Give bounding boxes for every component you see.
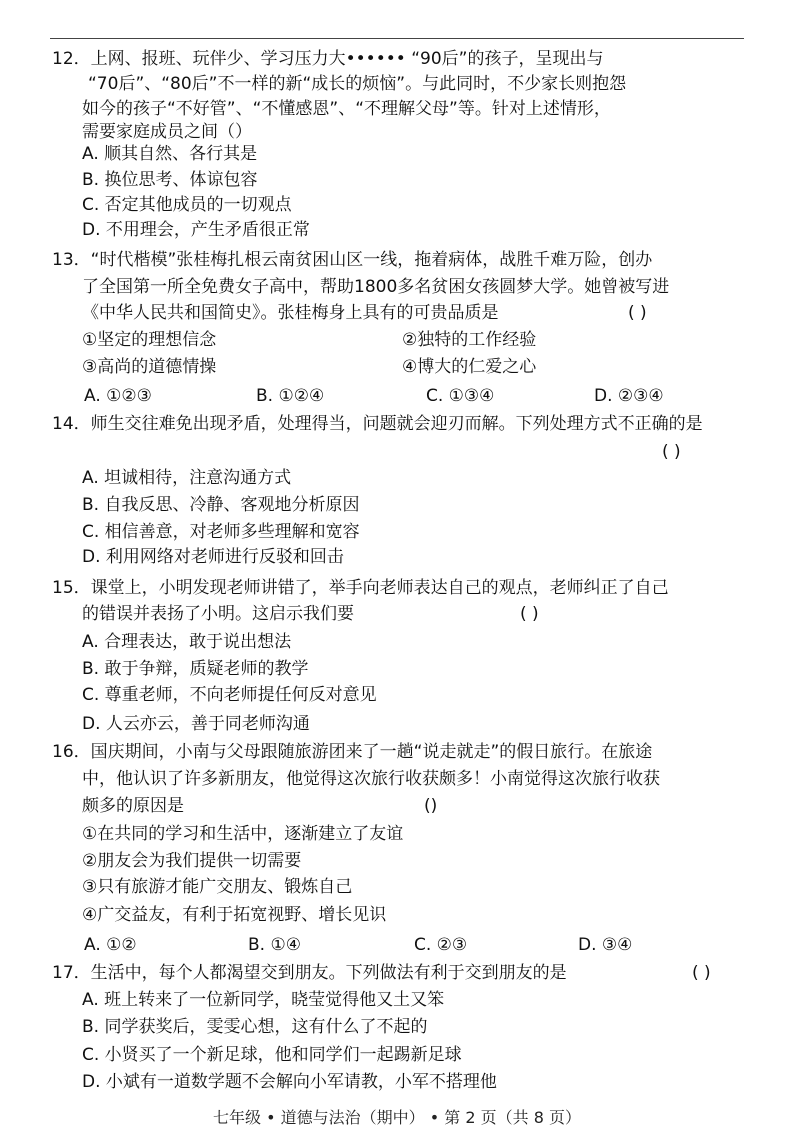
q15-stem-line-2: 的错误并表扬了小明。这启示我们要 (82, 604, 354, 624)
q15-option-c: C. 尊重老师，不向老师提任何反对意见 (82, 685, 377, 705)
q16-choice-d: D. ③④ (578, 935, 633, 955)
q12-stem-line-2: “70后”、“80后”不一样的新“成长的烦恼”。与此同时，不少家长则抱怨 (88, 74, 627, 94)
q13-choice-b: B. ①②④ (256, 386, 325, 406)
q13-statement-3: ③高尚的道德情操 (82, 357, 217, 377)
q17-option-a: A. 班上转来了一位新同学，晓莹觉得他又土又笨 (82, 990, 445, 1010)
q13-statements-row-1 (82, 328, 722, 352)
q14-option-c: C. 相信善意，对老师多些理解和宽容 (82, 522, 360, 542)
q16-stem-line-1: 16．国庆期间，小南与父母跟随旅游团来了一趟“说走就走”的假日旅行。在旅途 (52, 742, 653, 762)
q14-answer-paren: ( ) (662, 442, 681, 462)
q14-stem: 14．师生交往难免出现矛盾，处理得当，问题就会迎刃而解。下列处理方式不正确的是 (52, 414, 703, 434)
q13-statements-row-2 (82, 355, 722, 379)
q13-statement-2: ②独特的工作经验 (402, 330, 537, 350)
q14-option-a: A. 坦诚相待，注意沟通方式 (82, 468, 292, 488)
q17-option-c: C. 小贤买了一个新足球，他和同学们一起踢新足球 (82, 1045, 462, 1065)
q16-choice-a: A. ①② (84, 935, 137, 955)
q12-stem-line-4: 需要家庭成员之间（） (82, 122, 252, 142)
q16-choices-row (84, 933, 724, 957)
q16-choice-c: C. ②③ (414, 935, 468, 955)
page-footer: 七年级 • 道德与法治（期中） • 第 2 页（共 8 页） (213, 1108, 581, 1127)
q16-answer-paren: () (424, 796, 438, 816)
q14-option-b: B. 自我反思、冷静、客观地分析原因 (82, 495, 360, 515)
q17-option-b: B. 同学获奖后，雯雯心想，这有什么了不起的 (82, 1017, 428, 1037)
q12-option-d: D. 不用理会，产生矛盾很正常 (82, 220, 310, 240)
q14-option-d: D. 利用网络对老师进行反驳和回击 (82, 547, 344, 567)
q13-choice-d: D. ②③④ (594, 386, 664, 406)
q17-stem: 17．生活中，每个人都渴望交到朋友。下列做法有利于交到朋友的是 (52, 963, 567, 983)
q15-answer-paren: ( ) (520, 604, 539, 624)
q17-option-d: D. 小斌有一道数学题不会解向小军请教，小军不搭理他 (82, 1072, 497, 1092)
q12-option-c: C. 否定其他成员的一切观点 (82, 195, 292, 215)
q16-statement-4: ④广交益友，有利于拓宽视野、增长见识 (82, 905, 387, 925)
q12-stem-line-1: 12．上网、报班、玩伴少、学习压力大•••••• “90后”的孩子，呈现出与 (52, 49, 604, 69)
q13-choices-row (84, 384, 724, 408)
q16-statement-1: ①在共同的学习和生活中，逐渐建立了友谊 (82, 824, 404, 844)
q13-choice-a: A. ①②③ (84, 386, 152, 406)
q13-statement-4: ④博大的仁爱之心 (402, 357, 537, 377)
q16-stem-line-3: 颇多的原因是 (82, 796, 184, 816)
q13-stem-line-1: 13．“时代楷模”张桂梅扎根云南贫困山区一线，拖着病体，战胜千难万险，创办 (52, 250, 653, 270)
q16-choice-b: B. ①④ (248, 935, 301, 955)
q15-option-b: B. 敢于争辩，质疑老师的教学 (82, 659, 309, 679)
q12-stem-line-3: 如今的孩子“不好管”、“不懂感恩”、“不理解父母”等。针对上述情形， (82, 99, 611, 119)
q13-statement-1: ①坚定的理想信念 (82, 330, 217, 350)
q16-statement-2: ②朋友会为我们提供一切需要 (82, 851, 302, 871)
q13-stem-line-3: 《中华人民共和国简史》。张桂梅身上具有的可贵品质是 (82, 303, 499, 323)
q16-stem-line-2: 中，他认识了许多新朋友，他觉得这次旅行收获颇多！小南觉得这次旅行收获 (82, 769, 660, 789)
q17-answer-paren: ( ) (692, 963, 711, 983)
top-rule (50, 38, 744, 39)
q12-option-a: A. 顺其自然、各行其是 (82, 144, 258, 164)
q15-option-a: A. 合理表达，敢于说出想法 (82, 632, 292, 652)
q13-choice-c: C. ①③④ (426, 386, 495, 406)
q15-stem-line-1: 15．课堂上，小明发现老师讲错了，举手向老师表达自己的观点，老师纠正了自己 (52, 578, 669, 598)
q13-stem-line-2: 了全国第一所全免费女子高中，帮助1800多名贫困女孩圆梦大学。她曾被写进 (82, 277, 670, 297)
q15-option-d: D. 人云亦云，善于同老师沟通 (82, 714, 310, 734)
q12-option-b: B. 换位思考、体谅包容 (82, 170, 258, 190)
q16-statement-3: ③只有旅游才能广交朋友、锻炼自己 (82, 877, 353, 897)
q13-answer-paren: ( ) (628, 303, 647, 323)
